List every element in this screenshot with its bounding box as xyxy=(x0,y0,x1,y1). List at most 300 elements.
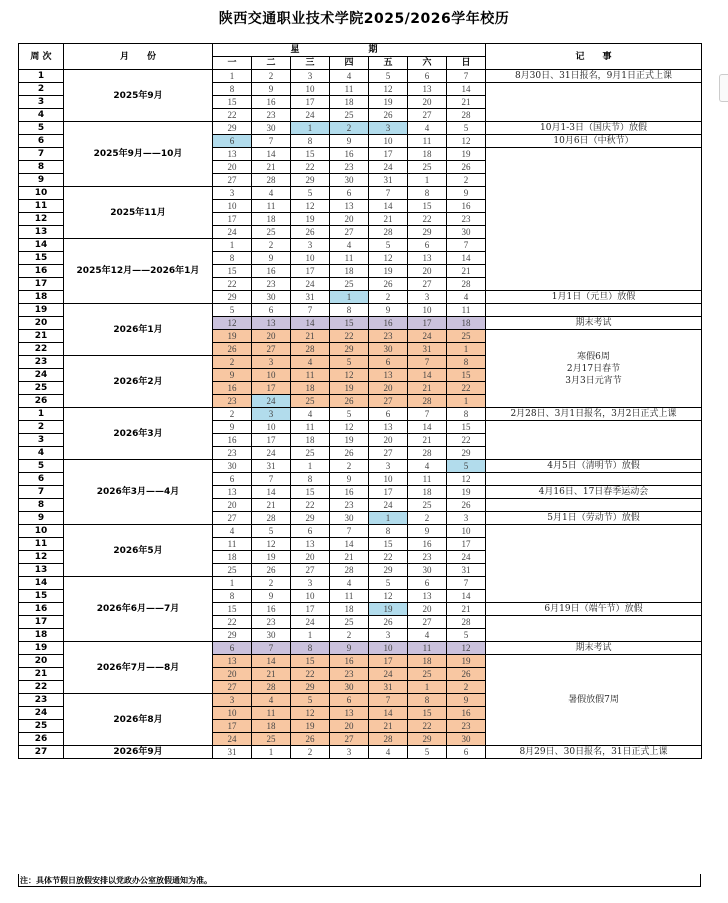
header-day-mon: 一 xyxy=(213,57,252,70)
day-cell: 9 xyxy=(213,369,252,382)
day-cell: 19 xyxy=(330,434,369,447)
day-cell: 5 xyxy=(330,356,369,369)
day-cell: 13 xyxy=(330,200,369,213)
day-cell: 30 xyxy=(213,460,252,473)
scroll-handle[interactable] xyxy=(719,74,728,102)
note-cell xyxy=(486,304,702,317)
month-label: 2026年3月 xyxy=(64,408,213,460)
week-number: 13 xyxy=(19,226,64,239)
day-cell: 8 xyxy=(408,187,447,200)
day-cell: 31 xyxy=(408,343,447,356)
day-cell: 19 xyxy=(369,265,408,278)
day-cell: 20 xyxy=(213,668,252,681)
day-cell: 1 xyxy=(447,395,486,408)
day-cell: 18 xyxy=(252,720,291,733)
day-cell: 26 xyxy=(330,395,369,408)
calendar-body xyxy=(19,70,702,759)
day-cell: 26 xyxy=(369,109,408,122)
day-cell: 25 xyxy=(408,499,447,512)
day-cell: 16 xyxy=(252,265,291,278)
day-cell: 18 xyxy=(330,265,369,278)
day-cell: 30 xyxy=(447,226,486,239)
day-cell: 1 xyxy=(447,343,486,356)
day-cell: 20 xyxy=(408,603,447,616)
day-cell: 28 xyxy=(447,278,486,291)
day-cell: 24 xyxy=(369,499,408,512)
day-cell: 28 xyxy=(408,447,447,460)
week-number: 14 xyxy=(19,577,64,590)
day-cell: 5 xyxy=(291,694,330,707)
week-number: 18 xyxy=(19,629,64,642)
day-cell: 18 xyxy=(291,434,330,447)
day-cell: 1 xyxy=(213,239,252,252)
day-cell: 9 xyxy=(369,304,408,317)
note-cell: 6月19日（端午节）放假 xyxy=(486,603,702,616)
day-cell: 15 xyxy=(213,603,252,616)
week-number: 23 xyxy=(19,694,64,707)
month-label: 2026年9月 xyxy=(64,746,213,759)
day-cell: 11 xyxy=(408,135,447,148)
day-cell: 30 xyxy=(447,733,486,746)
day-cell: 14 xyxy=(330,538,369,551)
week-number: 8 xyxy=(19,499,64,512)
week-number: 19 xyxy=(19,304,64,317)
day-cell: 3 xyxy=(252,356,291,369)
note-cell: 8月29日、30日报名，31日正式上课 xyxy=(486,746,702,759)
day-cell: 26 xyxy=(291,733,330,746)
day-cell: 14 xyxy=(252,148,291,161)
day-cell: 7 xyxy=(291,304,330,317)
day-cell: 21 xyxy=(291,330,330,343)
week-number: 4 xyxy=(19,447,64,460)
day-cell: 11 xyxy=(330,252,369,265)
day-cell: 8 xyxy=(291,135,330,148)
day-cell: 22 xyxy=(291,668,330,681)
day-cell: 28 xyxy=(369,226,408,239)
day-cell: 15 xyxy=(408,200,447,213)
day-cell: 16 xyxy=(369,317,408,330)
day-cell: 25 xyxy=(330,616,369,629)
day-cell: 4 xyxy=(291,408,330,421)
day-cell: 25 xyxy=(330,278,369,291)
day-cell: 8 xyxy=(291,473,330,486)
day-cell: 21 xyxy=(369,213,408,226)
day-cell: 10 xyxy=(291,252,330,265)
table-row xyxy=(19,460,702,473)
day-cell: 6 xyxy=(330,694,369,707)
day-cell: 2 xyxy=(330,122,369,135)
day-cell: 4 xyxy=(408,460,447,473)
day-cell: 8 xyxy=(447,356,486,369)
day-cell: 4 xyxy=(330,70,369,83)
day-cell: 1 xyxy=(408,681,447,694)
day-cell: 25 xyxy=(408,668,447,681)
month-label: 2025年9月 xyxy=(64,70,213,122)
day-cell: 24 xyxy=(447,551,486,564)
week-number: 8 xyxy=(19,161,64,174)
day-cell: 21 xyxy=(330,551,369,564)
day-cell: 22 xyxy=(369,551,408,564)
month-label: 2025年12月——2026年1月 xyxy=(64,239,213,304)
day-cell: 25 xyxy=(291,395,330,408)
week-number: 14 xyxy=(19,239,64,252)
day-cell: 27 xyxy=(369,447,408,460)
day-cell: 9 xyxy=(252,590,291,603)
day-cell: 8 xyxy=(213,590,252,603)
day-cell: 7 xyxy=(330,525,369,538)
day-cell: 26 xyxy=(252,564,291,577)
day-cell: 7 xyxy=(369,694,408,707)
day-cell: 8 xyxy=(330,304,369,317)
day-cell: 20 xyxy=(369,382,408,395)
day-cell: 29 xyxy=(213,629,252,642)
day-cell: 17 xyxy=(291,603,330,616)
note-cell xyxy=(486,616,702,642)
month-label: 2026年1月 xyxy=(64,304,213,356)
day-cell: 19 xyxy=(291,720,330,733)
day-cell: 22 xyxy=(330,330,369,343)
day-cell: 27 xyxy=(213,681,252,694)
day-cell: 24 xyxy=(408,330,447,343)
day-cell: 9 xyxy=(330,642,369,655)
day-cell: 2 xyxy=(213,356,252,369)
note-cell xyxy=(486,525,702,603)
day-cell: 31 xyxy=(447,564,486,577)
day-cell: 11 xyxy=(330,590,369,603)
day-cell: 1 xyxy=(408,174,447,187)
day-cell: 4 xyxy=(213,525,252,538)
day-cell: 6 xyxy=(408,70,447,83)
week-number: 10 xyxy=(19,525,64,538)
day-cell: 18 xyxy=(330,603,369,616)
day-cell: 13 xyxy=(369,369,408,382)
day-cell: 21 xyxy=(447,96,486,109)
week-number: 15 xyxy=(19,590,64,603)
day-cell: 6 xyxy=(369,408,408,421)
table-row xyxy=(19,642,702,655)
month-label: 2026年3月——4月 xyxy=(64,460,213,525)
header-day-fri: 五 xyxy=(369,57,408,70)
day-cell: 12 xyxy=(252,538,291,551)
day-cell: 29 xyxy=(369,564,408,577)
week-number: 24 xyxy=(19,369,64,382)
day-cell: 3 xyxy=(408,291,447,304)
day-cell: 9 xyxy=(447,694,486,707)
day-cell: 18 xyxy=(291,382,330,395)
day-cell: 15 xyxy=(291,148,330,161)
week-number: 23 xyxy=(19,356,64,369)
day-cell: 1 xyxy=(291,629,330,642)
day-cell: 15 xyxy=(213,265,252,278)
day-cell: 26 xyxy=(330,447,369,460)
week-number: 1 xyxy=(19,70,64,83)
day-cell: 9 xyxy=(252,252,291,265)
note-cell xyxy=(486,499,702,512)
day-cell: 4 xyxy=(252,187,291,200)
day-cell: 21 xyxy=(408,434,447,447)
day-cell: 25 xyxy=(252,733,291,746)
week-number: 24 xyxy=(19,707,64,720)
week-number: 16 xyxy=(19,265,64,278)
day-cell: 29 xyxy=(291,512,330,525)
day-cell: 21 xyxy=(369,720,408,733)
day-cell: 6 xyxy=(252,304,291,317)
day-cell: 4 xyxy=(291,356,330,369)
day-cell: 2 xyxy=(369,291,408,304)
day-cell: 28 xyxy=(252,512,291,525)
note-cell xyxy=(486,473,702,486)
day-cell: 25 xyxy=(213,564,252,577)
day-cell: 11 xyxy=(291,421,330,434)
day-cell: 19 xyxy=(330,382,369,395)
day-cell: 15 xyxy=(447,421,486,434)
day-cell: 24 xyxy=(213,226,252,239)
day-cell: 2 xyxy=(330,460,369,473)
day-cell: 4 xyxy=(408,122,447,135)
day-cell: 12 xyxy=(213,317,252,330)
day-cell: 26 xyxy=(369,278,408,291)
day-cell: 24 xyxy=(213,733,252,746)
day-cell: 1 xyxy=(213,577,252,590)
day-cell: 11 xyxy=(291,369,330,382)
day-cell: 2 xyxy=(330,629,369,642)
day-cell: 11 xyxy=(252,707,291,720)
day-cell: 26 xyxy=(291,226,330,239)
day-cell: 26 xyxy=(447,161,486,174)
header-weekday-group: 星 期 xyxy=(213,44,486,57)
table-row xyxy=(19,525,702,538)
day-cell: 15 xyxy=(369,538,408,551)
day-cell: 14 xyxy=(447,252,486,265)
week-number: 5 xyxy=(19,122,64,135)
day-cell: 17 xyxy=(252,434,291,447)
month-label: 2026年2月 xyxy=(64,356,213,408)
day-cell: 7 xyxy=(408,356,447,369)
day-cell: 20 xyxy=(408,265,447,278)
day-cell: 14 xyxy=(447,590,486,603)
day-cell: 19 xyxy=(252,551,291,564)
day-cell: 28 xyxy=(252,174,291,187)
week-number: 2 xyxy=(19,83,64,96)
day-cell: 15 xyxy=(291,486,330,499)
day-cell: 8 xyxy=(408,694,447,707)
day-cell: 23 xyxy=(213,395,252,408)
day-cell: 24 xyxy=(291,616,330,629)
week-number: 26 xyxy=(19,733,64,746)
day-cell: 23 xyxy=(447,720,486,733)
day-cell: 10 xyxy=(369,473,408,486)
day-cell: 4 xyxy=(252,694,291,707)
day-cell: 16 xyxy=(213,382,252,395)
week-number: 15 xyxy=(19,252,64,265)
day-cell: 3 xyxy=(369,460,408,473)
day-cell: 29 xyxy=(291,681,330,694)
day-cell: 5 xyxy=(447,122,486,135)
day-cell: 11 xyxy=(447,304,486,317)
day-cell: 4 xyxy=(330,577,369,590)
day-cell: 6 xyxy=(369,356,408,369)
day-cell: 29 xyxy=(408,733,447,746)
day-cell: 27 xyxy=(369,395,408,408)
day-cell: 29 xyxy=(330,343,369,356)
day-cell: 8 xyxy=(213,83,252,96)
day-cell: 18 xyxy=(330,96,369,109)
week-number: 22 xyxy=(19,343,64,356)
day-cell: 1 xyxy=(213,70,252,83)
day-cell: 4 xyxy=(447,291,486,304)
day-cell: 30 xyxy=(330,681,369,694)
day-cell: 21 xyxy=(447,265,486,278)
day-cell: 23 xyxy=(330,161,369,174)
day-cell: 28 xyxy=(330,564,369,577)
day-cell: 27 xyxy=(213,512,252,525)
page-title: 陕西交通职业技术学院2025/2026学年校历 xyxy=(218,11,510,27)
day-cell: 20 xyxy=(213,161,252,174)
day-cell: 13 xyxy=(213,486,252,499)
day-cell: 9 xyxy=(447,187,486,200)
day-cell: 19 xyxy=(369,96,408,109)
day-cell: 22 xyxy=(213,278,252,291)
day-cell: 3 xyxy=(291,239,330,252)
day-cell: 27 xyxy=(408,616,447,629)
day-cell: 19 xyxy=(447,148,486,161)
day-cell: 5 xyxy=(369,239,408,252)
day-cell: 23 xyxy=(369,330,408,343)
day-cell: 16 xyxy=(447,200,486,213)
day-cell: 8 xyxy=(291,642,330,655)
day-cell: 7 xyxy=(447,70,486,83)
day-cell: 30 xyxy=(369,343,408,356)
day-cell: 3 xyxy=(291,577,330,590)
day-cell: 14 xyxy=(291,317,330,330)
day-cell: 17 xyxy=(291,265,330,278)
day-cell: 22 xyxy=(447,382,486,395)
day-cell: 7 xyxy=(252,135,291,148)
day-cell: 12 xyxy=(447,473,486,486)
note-cell: 10月1-3日（国庆节）放假 xyxy=(486,122,702,135)
day-cell: 14 xyxy=(369,200,408,213)
day-cell: 1 xyxy=(330,291,369,304)
month-label: 2026年5月 xyxy=(64,525,213,577)
day-cell: 23 xyxy=(213,447,252,460)
day-cell: 3 xyxy=(330,746,369,759)
week-number: 16 xyxy=(19,603,64,616)
day-cell: 9 xyxy=(408,525,447,538)
day-cell: 13 xyxy=(330,707,369,720)
day-cell: 20 xyxy=(291,551,330,564)
day-cell: 29 xyxy=(447,447,486,460)
day-cell: 5 xyxy=(408,746,447,759)
header-day-sat: 六 xyxy=(408,57,447,70)
day-cell: 11 xyxy=(330,83,369,96)
day-cell: 17 xyxy=(447,538,486,551)
day-cell: 14 xyxy=(252,486,291,499)
day-cell: 15 xyxy=(213,96,252,109)
week-number: 11 xyxy=(19,200,64,213)
day-cell: 18 xyxy=(408,148,447,161)
day-cell: 7 xyxy=(369,187,408,200)
day-cell: 2 xyxy=(252,239,291,252)
week-number: 6 xyxy=(19,135,64,148)
day-cell: 29 xyxy=(213,122,252,135)
week-number: 2 xyxy=(19,421,64,434)
day-cell: 20 xyxy=(330,720,369,733)
note-cell: 1月1日（元旦）放假 xyxy=(486,291,702,304)
week-number: 10 xyxy=(19,187,64,200)
day-cell: 3 xyxy=(447,512,486,525)
day-cell: 29 xyxy=(213,291,252,304)
day-cell: 15 xyxy=(330,317,369,330)
day-cell: 7 xyxy=(408,408,447,421)
day-cell: 22 xyxy=(447,434,486,447)
day-cell: 15 xyxy=(447,369,486,382)
note-cell: 期末考试 xyxy=(486,317,702,330)
day-cell: 19 xyxy=(447,655,486,668)
day-cell: 13 xyxy=(213,655,252,668)
day-cell: 30 xyxy=(252,122,291,135)
day-cell: 6 xyxy=(213,473,252,486)
week-number: 12 xyxy=(19,213,64,226)
day-cell: 5 xyxy=(330,408,369,421)
day-cell: 2 xyxy=(408,512,447,525)
day-cell: 27 xyxy=(408,278,447,291)
day-cell: 27 xyxy=(330,733,369,746)
day-cell: 3 xyxy=(252,408,291,421)
day-cell: 12 xyxy=(330,421,369,434)
day-cell: 16 xyxy=(408,538,447,551)
day-cell: 1 xyxy=(291,122,330,135)
week-number: 26 xyxy=(19,395,64,408)
day-cell: 26 xyxy=(447,499,486,512)
day-cell: 13 xyxy=(252,317,291,330)
week-number: 17 xyxy=(19,616,64,629)
week-number: 6 xyxy=(19,473,64,486)
header-day-wed: 三 xyxy=(291,57,330,70)
day-cell: 21 xyxy=(252,161,291,174)
week-number: 27 xyxy=(19,746,64,759)
day-cell: 6 xyxy=(330,187,369,200)
day-cell: 9 xyxy=(213,421,252,434)
day-cell: 1 xyxy=(252,746,291,759)
day-cell: 17 xyxy=(369,655,408,668)
header-day-thu: 四 xyxy=(330,57,369,70)
day-cell: 19 xyxy=(369,603,408,616)
day-cell: 6 xyxy=(291,525,330,538)
day-cell: 1 xyxy=(369,512,408,525)
header-month: 月 份 xyxy=(64,44,213,70)
day-cell: 25 xyxy=(291,447,330,460)
day-cell: 26 xyxy=(369,616,408,629)
week-number: 25 xyxy=(19,382,64,395)
day-cell: 27 xyxy=(291,564,330,577)
day-cell: 24 xyxy=(291,109,330,122)
day-cell: 14 xyxy=(408,421,447,434)
day-cell: 28 xyxy=(252,681,291,694)
day-cell: 30 xyxy=(408,564,447,577)
day-cell: 16 xyxy=(252,96,291,109)
day-cell: 13 xyxy=(408,590,447,603)
day-cell: 18 xyxy=(408,486,447,499)
day-cell: 1 xyxy=(291,460,330,473)
note-cell: 5月1日（劳动节）放假 xyxy=(486,512,702,525)
day-cell: 9 xyxy=(330,135,369,148)
day-cell: 18 xyxy=(447,317,486,330)
header-day-sun: 日 xyxy=(447,57,486,70)
day-cell: 16 xyxy=(330,148,369,161)
day-cell: 26 xyxy=(447,668,486,681)
day-cell: 8 xyxy=(213,252,252,265)
day-cell: 10 xyxy=(252,369,291,382)
